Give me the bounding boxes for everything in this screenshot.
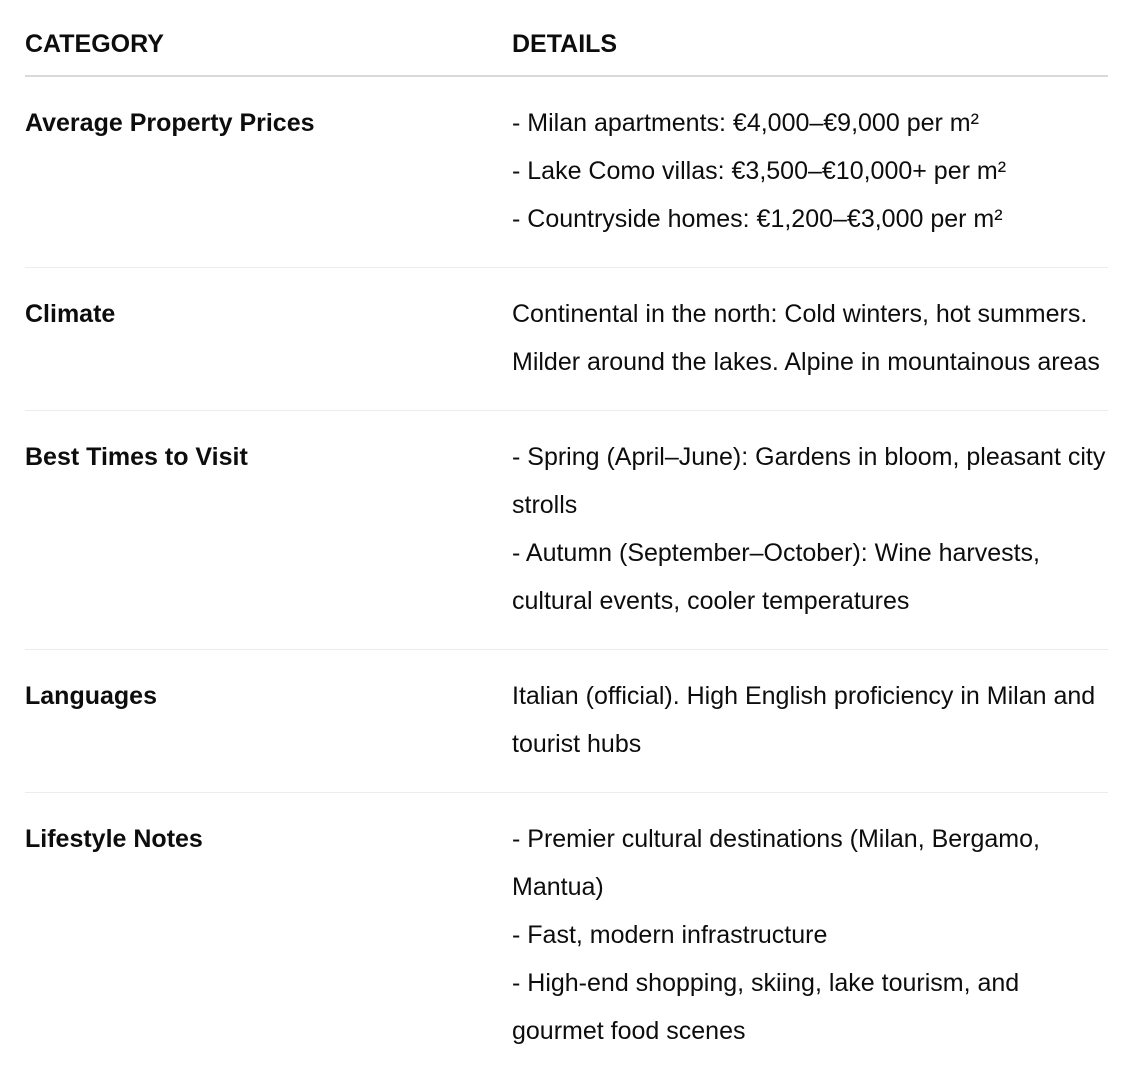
table-row (25, 411, 1108, 650)
detail-line: - Milan apartments: €4,000–€9,000 per m² (512, 99, 1108, 147)
details-cell (512, 411, 1108, 650)
details-cell (512, 793, 1108, 1079)
details-cell (512, 76, 1108, 268)
header-category: CATEGORY (25, 20, 512, 76)
table-row (25, 793, 1108, 1079)
category-cell: Average Property Prices (25, 76, 512, 268)
detail-line: Italian (official). High English proficiency in Milan and tourist hubs (512, 672, 1108, 768)
category-cell: Lifestyle Notes (25, 793, 512, 1079)
category-cell: Languages (25, 650, 512, 793)
category-cell: Climate (25, 268, 512, 411)
detail-line: - Autumn (September–October): Wine harvests, cultural events, cooler temperatures (512, 529, 1108, 625)
detail-line: - Countryside homes: €1,200–€3,000 per m² (512, 195, 1108, 243)
detail-line: - Lake Como villas: €3,500–€10,000+ per m² (512, 147, 1108, 195)
detail-line: - Spring (April–June): Gardens in bloom, pleasant city strolls (512, 433, 1108, 529)
header-row (25, 20, 1108, 76)
table-row (25, 76, 1108, 268)
table-row (25, 268, 1108, 411)
category-cell: Best Times to Visit (25, 411, 512, 650)
detail-line: - High-end shopping, skiing, lake tourism, and gourmet food scenes (512, 959, 1108, 1055)
header-details: DETAILS (512, 20, 1108, 76)
details-cell (512, 268, 1108, 411)
detail-line: Continental in the north: Cold winters, hot summers. Milder around the lakes. Alpine in mountainous areas (512, 290, 1108, 386)
table-row (25, 650, 1108, 793)
info-table (25, 20, 1108, 1079)
detail-line: - Fast, modern infrastructure (512, 911, 1108, 959)
detail-line: - Premier cultural destinations (Milan, Bergamo, Mantua) (512, 815, 1108, 911)
details-cell (512, 650, 1108, 793)
